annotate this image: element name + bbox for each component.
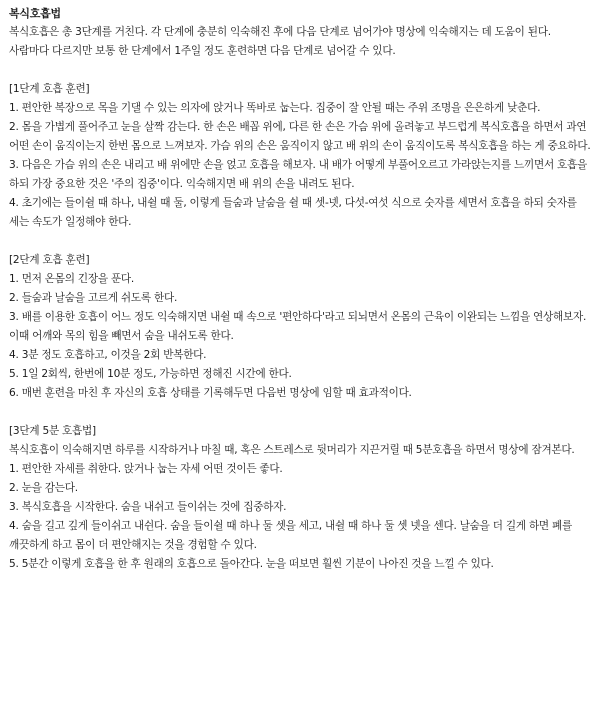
section-step-3	[9, 422, 592, 574]
step-list	[9, 460, 592, 574]
section-paragraph: 복식호흡이 익숙해지면 하루를 시작하거나 마칠 때, 혹은 스트레스로 뒷머리가 지끈거릴 때 5분호흡을 하면서 명상에 잠겨본다.	[9, 444, 575, 456]
list-item: 2. 몸을 가볍게 풀어주고 눈을 살짝 감는다. 한 손은 배꼽 위에, 다른 한 손은 가슴 위에 올려놓고 부드럽게 복식호흡을 하면서 과연 어떤 손이 움직이는지 한번 몸으로 느껴보자. 가슴 위의 손은 움직이지 않고 배 위의 손이 움직이도록 복식호흡을 하는 게 중요하다.	[9, 121, 591, 152]
step-list	[9, 270, 592, 403]
list-item: 6. 매번 훈련을 마친 후 자신의 호흡 상태를 기록해두면 다음번 명상에 임할 때 효과적이다.	[9, 387, 412, 399]
list-item: 2. 들숨과 날숨을 고르게 쉬도록 한다.	[9, 292, 178, 304]
intro-paragraph: 복식호흡은 총 3단계를 거친다. 각 단계에 충분히 익숙해진 후에 다음 단계로 넘어가야 명상에 익숙해지는 데 도움이 된다. 사람마다 다르지만 보통 한 단계에서 1주일 정도 훈련하면 다음 단계로 넘어갈 수 있다.	[9, 26, 551, 57]
section-step-1	[9, 80, 592, 232]
list-item: 2. 눈을 감는다.	[9, 482, 78, 494]
list-item: 3. 다음은 가슴 위의 손은 내리고 배 위에만 손을 얹고 호흡을 해보자. 내 배가 어떻게 부풀어오르고 가라앉는지를 느끼면서 호흡을 하되 가장 중요한 것은 '주의 집중'이다. 익숙해지면 배 위의 손을 내려도 된다.	[9, 159, 587, 190]
section-step-2	[9, 251, 592, 403]
section-heading: [3단계 5분 호흡법]	[9, 425, 96, 437]
list-item: 5. 1일 2회씩, 한번에 10분 정도, 가능하면 정해진 시간에 한다.	[9, 368, 292, 380]
list-item: 3. 배를 이용한 호흡이 어느 정도 익숙해지면 내쉴 때 속으로 '편안하다'라고 되뇌면서 온몸의 근육이 이완되는 느낌을 연상해보자. 이때 어깨와 목의 힘을 빼면서 숨을 내쉬도록 한다.	[9, 311, 587, 342]
list-item: 5. 5분간 이렇게 호흡을 한 후 원래의 호흡으로 돌아간다. 눈을 떠보면 훨씬 기분이 나아진 것을 느낄 수 있다.	[9, 558, 494, 570]
list-item: 4. 숨을 길고 깊게 들이쉬고 내쉰다. 숨을 들이쉴 때 하나 둘 셋을 세고, 내쉴 때 하나 둘 셋 넷을 센다. 날숨을 더 길게 하면 폐를 깨끗하게 하고 몸이 더 편안해지는 것을 경험할 수 있다.	[9, 520, 573, 551]
list-item: 1. 편안한 복장으로 목을 기댈 수 있는 의자에 앉거나 똑바로 눕는다. 집중이 잘 안될 때는 주위 조명을 은은하게 낮춘다.	[9, 102, 541, 114]
section-heading: [2단계 호흡 훈련]	[9, 254, 90, 266]
document-title: 복식호흡법	[9, 7, 61, 20]
section-heading: [1단계 호흡 훈련]	[9, 83, 90, 95]
list-item: 4. 3분 정도 호흡하고, 이것을 2회 반복한다.	[9, 349, 207, 361]
list-item: 1. 편안한 자세를 취한다. 앉거나 눕는 자세 어떤 것이든 좋다.	[9, 463, 283, 475]
step-list	[9, 99, 592, 232]
list-item: 4. 초기에는 들이쉴 때 하나, 내쉴 때 둘, 이렇게 들숨과 날숨을 쉴 때 셋-넷, 다섯-여섯 식으로 숫자를 세면서 호흡을 하되 숫자를 세는 속도가 일정해야 한다.	[9, 197, 577, 228]
list-item: 1. 먼저 온몸의 긴장을 푼다.	[9, 273, 135, 285]
list-item: 3. 복식호흡을 시작한다. 숨을 내쉬고 들이쉬는 것에 집중하자.	[9, 501, 287, 513]
